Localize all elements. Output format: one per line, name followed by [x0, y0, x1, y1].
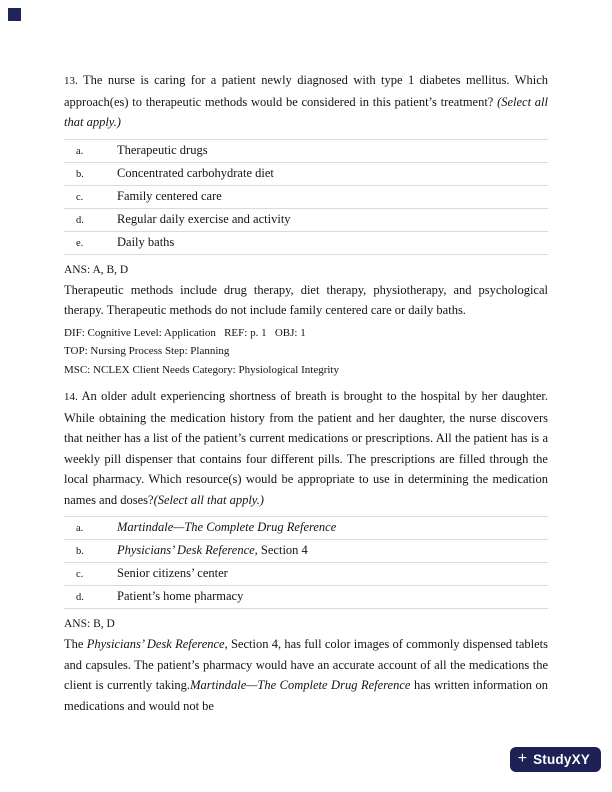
- option-letter: a.: [76, 523, 84, 534]
- page-content: [64, 70, 548, 719]
- option-letter: c.: [76, 191, 84, 203]
- option-text: Regular daily exercise and activity: [117, 211, 291, 226]
- question-14-options: [64, 516, 548, 609]
- option-text: [117, 589, 548, 605]
- option-letter: a.: [76, 145, 84, 157]
- option-letter: e.: [76, 237, 84, 249]
- question-14-text: An older adult experiencing shortness of breath is brought to the hospital by her daughter. While obtaining the medication history from the patient and her daughter, the nurse discovers that neither has a list of the patient’s current medications or prescriptions. All the patient has is a weekly pill dispenser that contains four different pills. The prescriptions are filled through the local pharmacy. Which resource(s) would be appropriate to use in determining the medication names and doses?: [64, 389, 548, 507]
- meta-msc-line: MSC: NCLEX Client Needs Category: Physiological Integrity: [64, 363, 339, 376]
- option-row-c: [64, 185, 548, 208]
- option-row-d: [64, 585, 548, 609]
- option-text: [117, 543, 548, 559]
- option-text-italic: Martindale—The Complete Drug Reference: [117, 520, 337, 534]
- option-text-italic: Physicians’ Desk Reference,: [117, 543, 258, 557]
- question-13-answer: ANS: A, B, D: [64, 263, 129, 276]
- question-14-number: 14.: [64, 391, 78, 403]
- option-letter: b.: [76, 168, 84, 180]
- option-letter: c.: [76, 569, 84, 580]
- corner-mark: [8, 8, 21, 21]
- option-text: [117, 520, 548, 536]
- option-row-a: [64, 139, 548, 162]
- meta-top-line: TOP: Nursing Process Step: Planning: [64, 345, 230, 357]
- question-14-select-all-note: (Select all that apply.): [153, 492, 264, 507]
- logo-text: StudyXY: [533, 752, 590, 767]
- option-letter: b.: [76, 546, 84, 557]
- studyxy-logo: [510, 747, 601, 772]
- rationale-segment-italic: Martindale—The Complete Drug Reference: [190, 678, 411, 692]
- question-13-number: 13.: [64, 75, 78, 87]
- option-row-a: [64, 516, 548, 539]
- option-row-b: [64, 539, 548, 562]
- option-text: Therapeutic drugs: [117, 142, 208, 157]
- option-letter: d.: [76, 592, 84, 603]
- option-row-e: [64, 231, 548, 255]
- option-text-regular: Section 4: [257, 543, 308, 557]
- question-13-text: The nurse is caring for a patient newly diagnosed with type 1 diabetes mellitus. Which approach(es) to therapeutic methods would be considered in this patient’s treatment?: [64, 73, 548, 109]
- option-row-b: [64, 162, 548, 185]
- question-14-stem: [64, 386, 548, 510]
- plus-icon: +: [517, 750, 528, 767]
- rationale-segment-italic: Physicians’ Desk Reference,: [86, 637, 228, 651]
- question-13-meta: [64, 324, 548, 380]
- option-letter: d.: [76, 214, 84, 226]
- question-14-rationale: [64, 634, 548, 716]
- rationale-segment: has written information on medications and would not be: [64, 678, 548, 713]
- question-14-answer: ANS: B, D: [64, 618, 115, 630]
- option-text: Daily baths: [117, 234, 175, 249]
- question-13-options: [64, 139, 548, 255]
- option-text: [117, 566, 548, 582]
- rationale-segment: Section 4, has full color images of commonly dispensed tablets and capsules. The patient’s pharmacy would have an accurate account of all the medications the client is currently taking.: [64, 637, 548, 692]
- option-text-regular: Senior citizens’ center: [117, 566, 228, 580]
- option-text: Concentrated carbohydrate diet: [117, 165, 274, 180]
- question-13-rationale: Therapeutic methods include drug therapy, diet therapy, physiotherapy, and psychological therapy. Therapeutic methods do not include family centered care or daily baths.: [64, 282, 548, 317]
- option-text-regular: Patient’s home pharmacy: [117, 589, 244, 603]
- option-row-c: [64, 562, 548, 585]
- question-13-stem: [64, 70, 548, 133]
- question-13-select-all-note: (Select all that apply.): [64, 94, 548, 129]
- rationale-segment: The: [64, 637, 87, 651]
- option-text: Family centered care: [117, 188, 222, 203]
- option-row-d: [64, 208, 548, 231]
- meta-dif-line: DIF: Cognitive Level: Application REF: p. 1 OBJ: 1: [64, 326, 306, 339]
